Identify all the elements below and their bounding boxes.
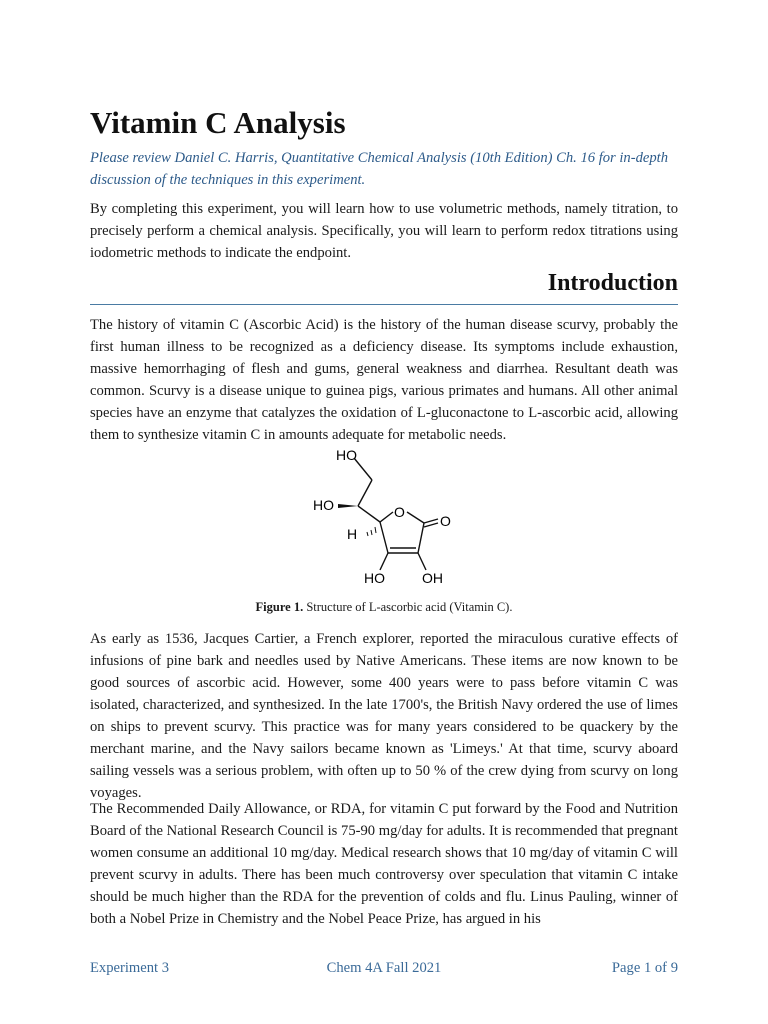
footer-page-number: Page 1 of 9 [611, 960, 678, 976]
bond-c1-o-a [424, 519, 438, 523]
intro-paragraph-1: The history of vitamin C (Ascorbic Acid) is the history of the human disease scurvy, probably the first human illness to be recognized as a deficiency disease. Its symptoms include exhaustion, massive hemorrhaging of flesh and gums, general weakness and diarrhea. Resultant death was common. Scurvy is a disease unique to guinea pigs, various primates and humans. All other animal species have an enzyme that catalyzes the oxidation of L-gluconactone to L-ascorbic acid, allowing them to synthesize vitamin C in amounts adequate for metabolic needs. [90, 317, 678, 443]
objective-paragraph: By completing this experiment, you will learn how to use volumetric methods, namely titration, to precisely perform a chemical analysis. Specifically, you will learn to perform redox titrations using iodometric methods to indicate the endpoint. [90, 201, 678, 261]
intro-paragraph-2: As early as 1536, Jacques Cartier, a French explorer, reported the miraculous curative effects of infusions of pine bark and needles used by Native Americans. These items are now known to be good sources of ascorbic acid. However, some 400 years were to pass before vitamin C was isolated, characterized, and synthesized. In the late 1700's, the British Navy ordered the use of limes on ships to prevent scurvy. This practice was for many years considered to be quackery by the merchant marine, and the Navy sailors became known as 'Limeys.' At that time, scurvy aboard sailing vessels was a serious problem, with often up to 50 % of the crew dying from scurvy on long voyages. [90, 631, 678, 801]
bond-c1-c2 [418, 523, 424, 553]
document-title: Vitamin C Analysis [90, 105, 346, 140]
label-h: H [347, 526, 358, 542]
bond-side-chain [358, 506, 380, 522]
wedge-bond [338, 504, 358, 508]
footer-experiment: Experiment 3 [90, 960, 170, 976]
figure-caption [90, 600, 678, 615]
figure-caption-label: Figure 1. [255, 600, 304, 614]
bond-c2-oh [418, 553, 426, 570]
intro-paragraph-3: The Recommended Daily Allowance, or RDA, for vitamin C put forward by the Food and Nutrition Board of the National Research Council is 75-90 mg/day for adults. It is recommended that pregnant women consume an additional 10 mg/day. Medical research shows that 10 mg/day of vitamin C will prevent scurvy in adults. There has been much controversy over speculation that vitamin C intake should be much higher than the RDA for the prevention of colds and flu. Linus Pauling, winner of both a Nobel Prize in Chemistry and the Nobel Peace Prize, has argued in his [90, 801, 678, 927]
bond-ch2-ch [358, 480, 372, 506]
bond-c3-c4 [380, 522, 388, 553]
bond-c1-o-b [424, 523, 438, 527]
label-o-carbonyl: O [440, 513, 451, 529]
ascorbic-acid-structure [310, 440, 470, 590]
section-heading-bar [90, 268, 678, 305]
section-heading-introduction: Introduction [547, 270, 678, 296]
bond-c4-o [380, 512, 393, 522]
reference-note: Please review Daniel C. Harris, Quantitative Chemical Analysis (10th Edition) Ch. 16 for in-depth discussion of the techniques in this experiment. [90, 150, 669, 188]
footer-course: Chem 4A Fall 2021 [326, 960, 442, 976]
bond-o-c1 [407, 512, 424, 523]
label-ho-bottom: HO [364, 570, 385, 586]
label-ho-left: HO [313, 497, 334, 513]
page-footer [90, 960, 678, 980]
label-o-ring: O [394, 504, 405, 520]
label-ho-top: HO [336, 447, 357, 463]
figure-caption-text: Structure of L-ascorbic acid (Vitamin C). [303, 600, 513, 614]
label-oh-bottom: OH [422, 570, 443, 586]
bond-c3-oh [380, 553, 388, 570]
